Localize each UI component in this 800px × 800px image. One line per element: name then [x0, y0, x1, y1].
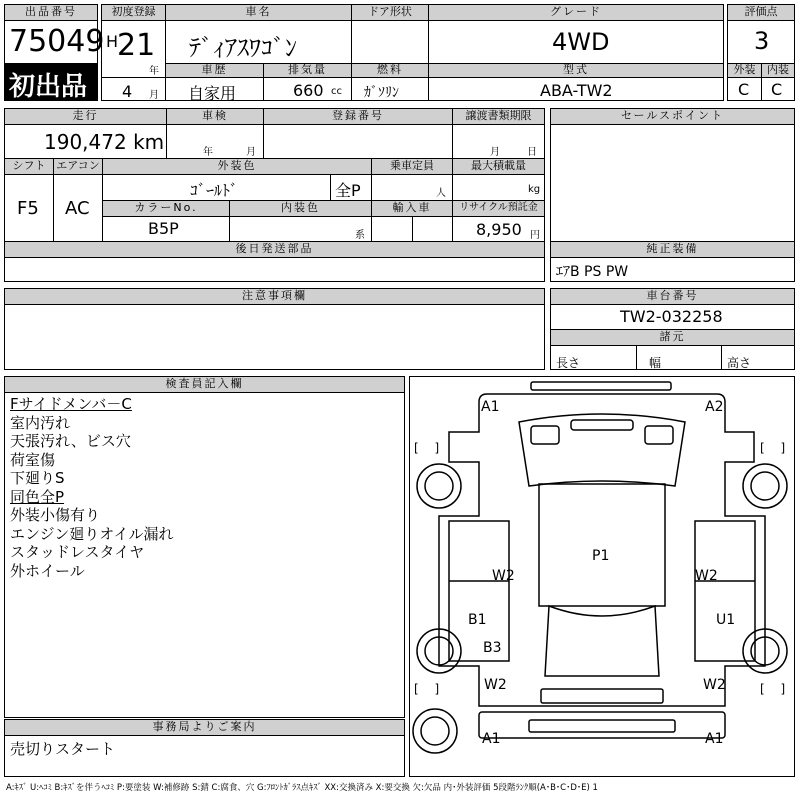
sales-points-label: セールスポイント — [550, 108, 795, 125]
office-note-text: 売切りスタート — [10, 740, 116, 758]
damage-mark-a1-rear-right: A1 — [705, 731, 724, 747]
window-bracket: [ ] — [760, 441, 792, 455]
window-bracket: [ ] — [414, 441, 446, 455]
max-load-label: 最大積載量 — [452, 158, 545, 175]
capacity-label: 乗車定員 — [371, 158, 453, 175]
chassis-value: TW2-032258 — [620, 307, 723, 326]
height-label: 高さ — [727, 356, 752, 370]
car-diagram — [409, 376, 795, 777]
model-label: 型式 — [428, 63, 724, 78]
displacement-unit: cc — [331, 86, 342, 97]
inspection-year-unit: 年 — [203, 147, 213, 158]
dims-label: 諸元 — [550, 329, 795, 346]
model-value: ABA-TW2 — [540, 81, 613, 100]
damage-mark-b1: B1 — [468, 612, 487, 628]
era: H — [106, 32, 119, 51]
damage-mark-w2-right: W2 — [695, 568, 718, 584]
score-label: 評価点 — [727, 4, 795, 21]
mileage-value: 190,472 km — [44, 130, 165, 154]
damage-mark-w2-rear-right: W2 — [703, 677, 726, 693]
import-label: 輸入車 — [371, 200, 453, 217]
inspector-note: エンジン廻りオイル漏れ — [10, 524, 174, 543]
history-label: 車歴 — [165, 63, 264, 78]
lot-number: 75049 — [9, 24, 105, 59]
shift-label: シフト — [4, 158, 54, 175]
ext-color-label: 外装色 — [102, 158, 372, 175]
car-name-label: 車名 — [165, 4, 352, 21]
inspector-notes-list — [10, 395, 174, 580]
history-value: 自家用 — [188, 84, 237, 103]
inspection-label: 車検 — [166, 108, 264, 125]
inspector-note: 室内汚れ — [10, 413, 71, 432]
chassis-label: 車台番号 — [550, 288, 795, 305]
color-no-value: B5P — [148, 219, 179, 238]
inspector-note: 荷室傷 — [10, 450, 56, 469]
recycle-value: 8,950 — [476, 220, 522, 239]
length-label: 長さ — [556, 356, 581, 370]
equipment-value: ｴｱB PS PW — [556, 264, 629, 280]
inspector-notes-label: 検査員記入欄 — [4, 376, 405, 393]
transfer-day-unit: 日 — [527, 147, 537, 158]
color-no-label: カラーNo. — [102, 200, 230, 217]
later-parts-label: 後日発送部品 — [4, 241, 545, 258]
cautions-label: 注意事項欄 — [4, 288, 545, 305]
damage-mark-a1-front-left: A1 — [481, 399, 500, 415]
first-reg-month: 4 — [122, 82, 133, 101]
office-note-label: 事務局よりご案内 — [4, 719, 405, 736]
damage-mark-p1-roof: P1 — [592, 548, 610, 564]
shift-value: F5 — [17, 198, 39, 219]
displacement-label: 排気量 — [263, 63, 352, 78]
grade-value: 4WD — [552, 28, 610, 56]
damage-mark-a2-front-right: A2 — [705, 399, 724, 415]
inspector-note: Fサイドメンバ－C — [10, 395, 132, 413]
inspector-note: 外ホイール — [10, 561, 85, 580]
equipment-label: 純正装備 — [550, 241, 795, 258]
transfer-month-unit: 月 — [490, 147, 500, 158]
exterior-value: C — [738, 80, 750, 99]
ac-value: AC — [65, 198, 90, 219]
lot-number-label: 出品番号 — [4, 4, 98, 21]
ac-label: エアコン — [53, 158, 103, 175]
damage-mark-u1: U1 — [716, 612, 736, 628]
recycle-label: リサイクル預託金 — [452, 200, 545, 217]
displacement-value: 660 — [293, 81, 324, 100]
fuel-value: ｶﾞｿﾘﾝ — [364, 85, 399, 101]
damage-mark-w2-left: W2 — [492, 568, 515, 584]
capacity-unit: 人 — [436, 188, 446, 199]
inspection-month-unit: 月 — [246, 147, 256, 158]
inspector-note: 外装小傷有り — [10, 506, 101, 524]
damage-legend: A:ｷｽﾞ U:ﾍｺﾐ B:ｷｽﾞを伴うﾍｺﾐ P:要塗装 W:補修跡 S:錆 C:腐食、穴 G:ﾌﾛﾝﾄｶﾞﾗｽ点ｷｽﾞ XX:交換済み X:要交換 欠:欠品 内･外装評価 5段階ﾗﾝｸ順(A･B･C･D･E) 1 — [6, 783, 598, 793]
transfer-docs-label: 譲渡書類期限 — [452, 108, 545, 125]
int-color-label: 内装色 — [229, 200, 372, 217]
damage-mark-b3: B3 — [483, 640, 502, 656]
inspector-note: スタッドレスタイヤ — [10, 543, 145, 561]
first-listing-badge: 初出品 — [9, 72, 88, 102]
inspector-note: 同色全P — [10, 487, 65, 506]
first-reg-year: 21 — [117, 28, 156, 63]
first-reg-label: 初度登録 — [101, 4, 166, 21]
damage-mark-a1-rear-left: A1 — [482, 731, 501, 747]
grade-label: グレード — [428, 4, 724, 21]
year-unit: 年 — [149, 66, 159, 77]
interior-label: 内装 — [761, 63, 795, 78]
damage-mark-w2-rear-left: W2 — [484, 677, 507, 693]
window-bracket: [ ] — [760, 682, 792, 696]
fuel-label: 燃料 — [351, 63, 429, 78]
reg-number-label: 登録番号 — [263, 108, 453, 125]
recycle-unit: 円 — [530, 230, 540, 241]
width-label: 幅 — [649, 356, 662, 370]
exterior-label: 外装 — [727, 63, 762, 78]
score-value: 3 — [754, 27, 770, 55]
inspector-note: 天張汚れ、ビス穴 — [10, 432, 131, 450]
inspector-note: 下廻りS — [10, 469, 65, 487]
ext-color-value: ｺﾞｰﾙﾄﾞ — [190, 181, 239, 200]
month-unit: 月 — [149, 90, 159, 101]
window-bracket: [ ] — [414, 682, 446, 696]
int-color-unit: 系 — [355, 230, 365, 241]
max-load-unit: kg — [528, 184, 541, 195]
car-name: ﾃﾞｨｱｽﾜｺﾞﾝ — [189, 34, 297, 62]
mileage-label: 走行 — [4, 108, 167, 125]
door-label: ドア形状 — [351, 4, 429, 21]
full-paint-mark: 全P — [335, 181, 361, 200]
interior-value: C — [771, 80, 783, 99]
